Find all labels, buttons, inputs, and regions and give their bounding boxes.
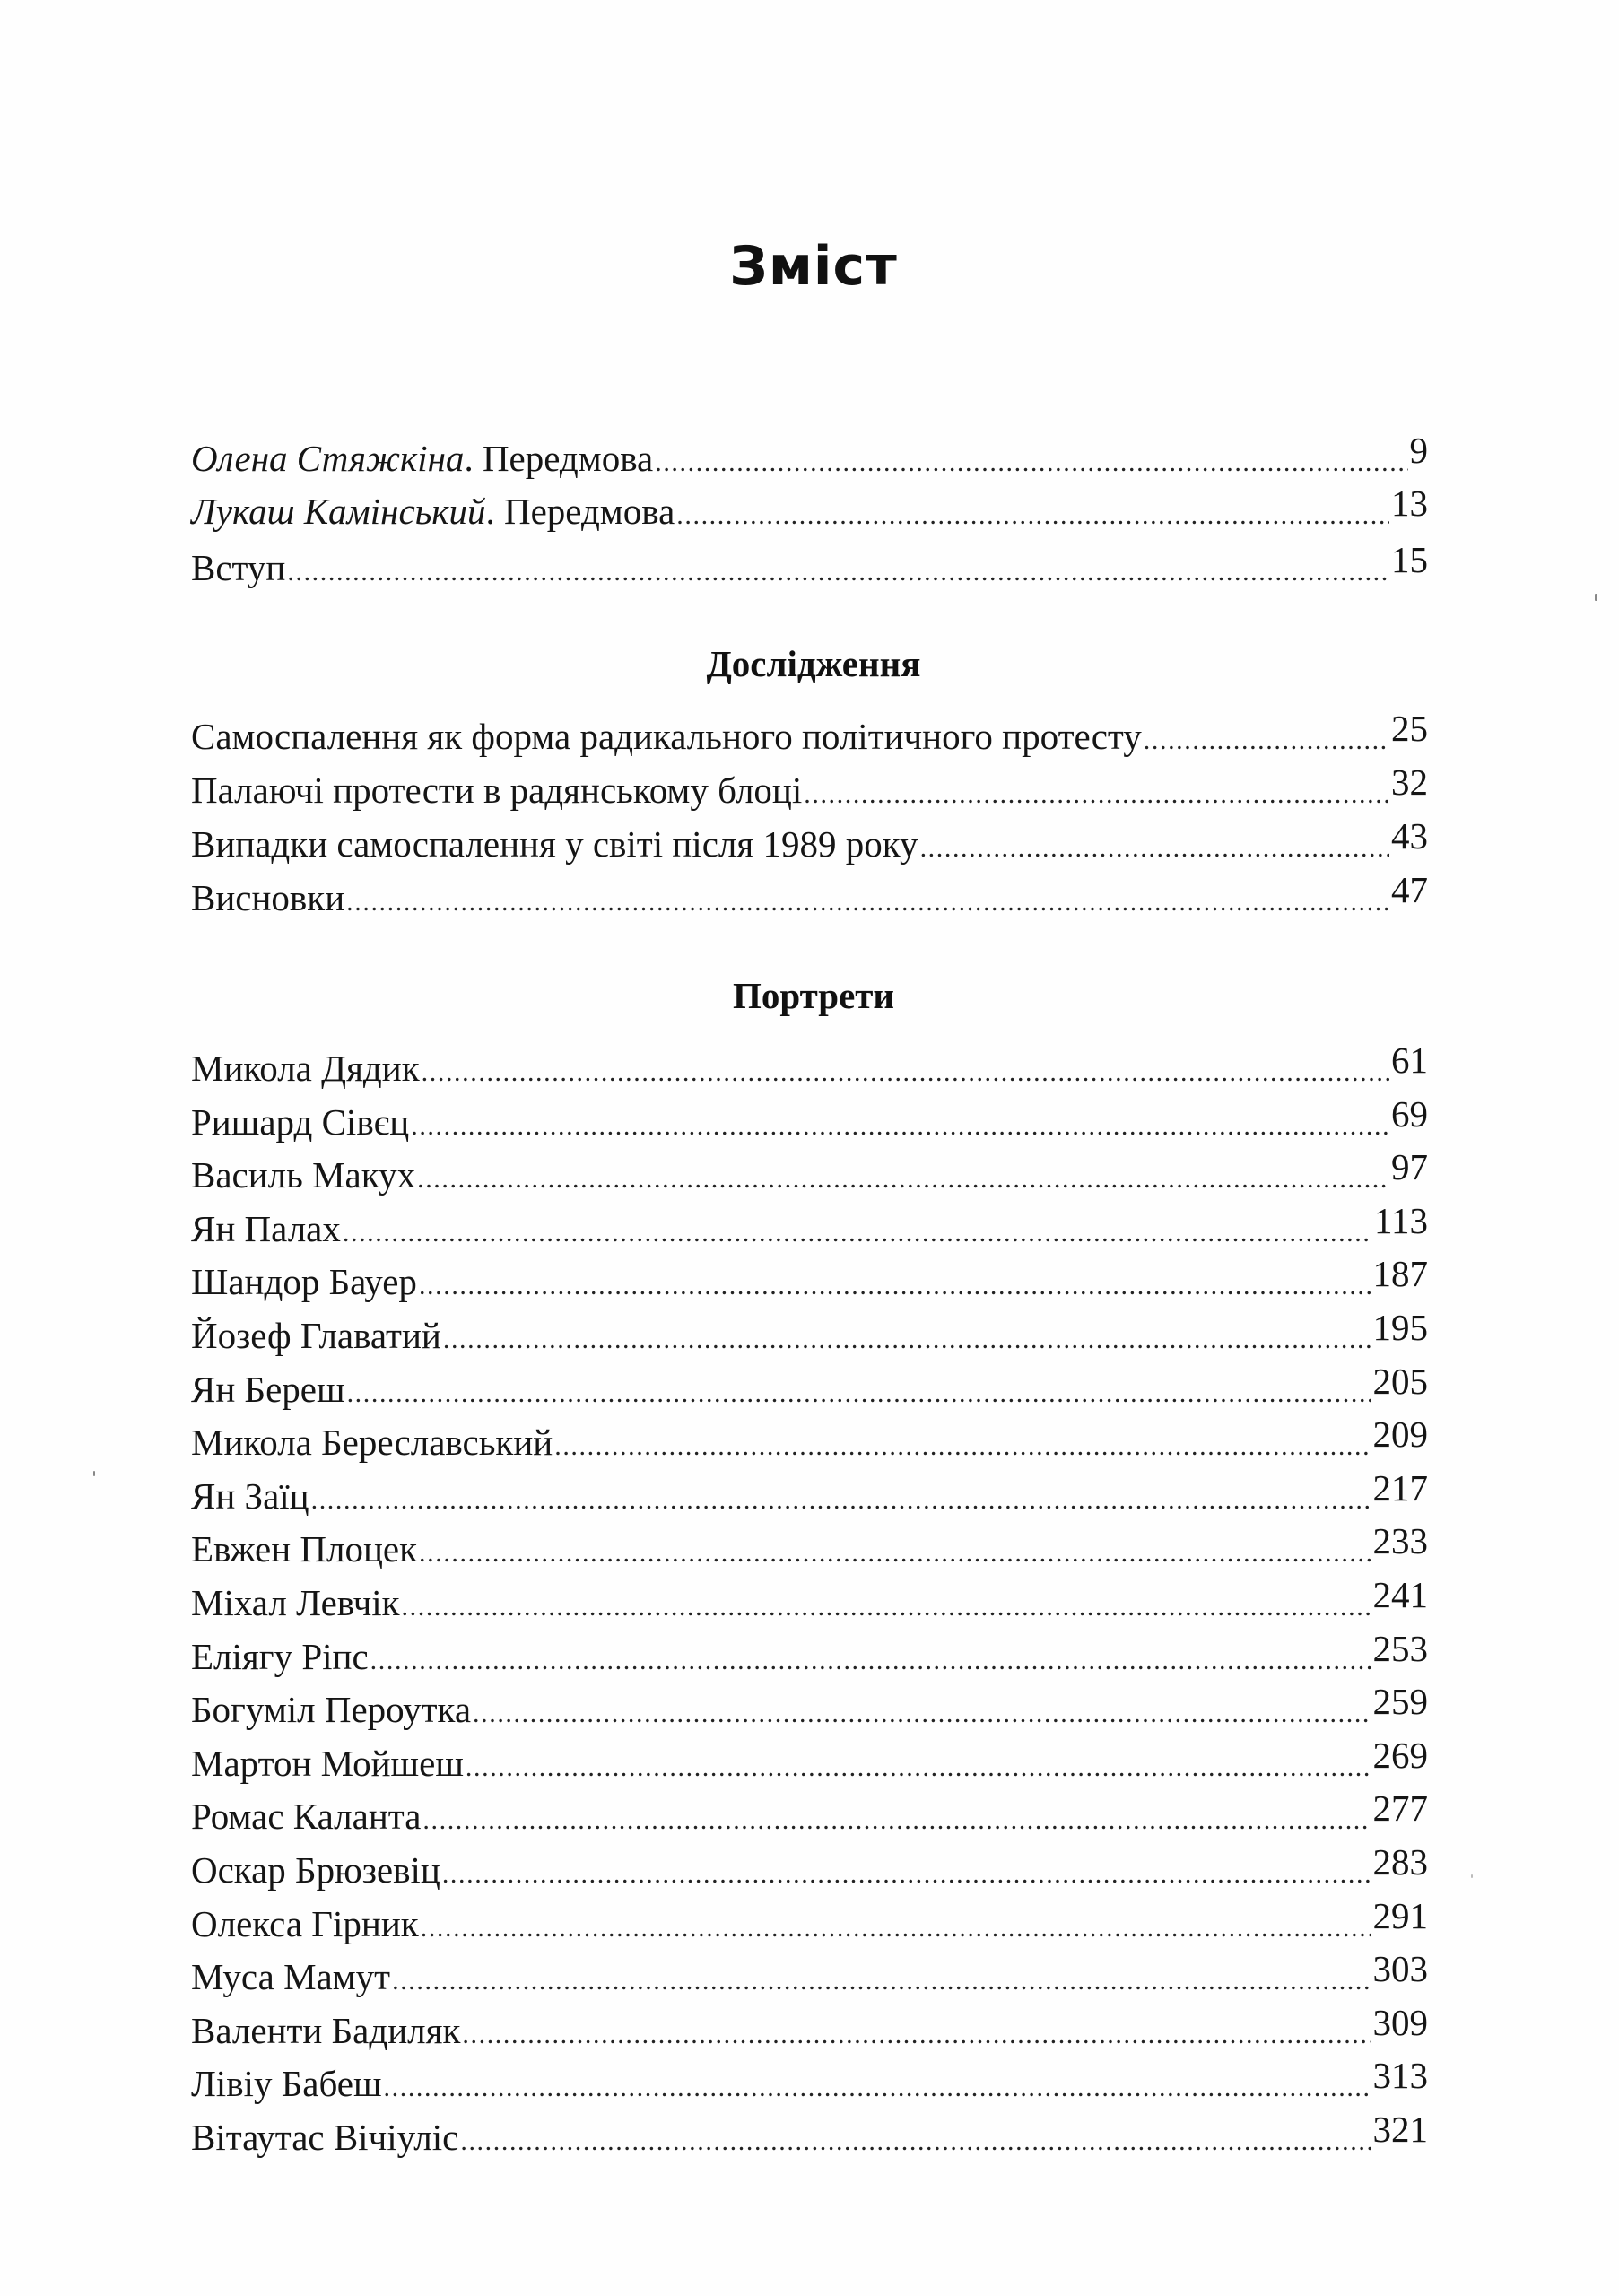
- toc-entry-label: Вітаутас Вічіуліс: [191, 2117, 459, 2158]
- dot-leader: [421, 1906, 1371, 1951]
- toc-entry-label: Евжен Плоцек: [191, 1528, 418, 1570]
- toc-entry-label: Лівіу Бабеш: [191, 2063, 382, 2105]
- dot-leader: [411, 1104, 1389, 1149]
- dot-leader: [554, 1424, 1371, 1469]
- toc-entry-page: 241: [1372, 1574, 1428, 1615]
- toc-entry-portrait[interactable]: [191, 1627, 1428, 1679]
- toc-entry-label: Микола Дядик: [191, 1048, 420, 1089]
- toc-entry-label: Шандор Бауер: [191, 1261, 417, 1303]
- toc-entry-page: 253: [1372, 1627, 1428, 1669]
- toc-entry-page: 13: [1391, 483, 1428, 524]
- dot-leader: [384, 2066, 1371, 2110]
- dot-leader: [347, 1371, 1371, 1416]
- dot-leader: [676, 493, 1389, 538]
- toc-entry-label: Ришард Сівєц: [191, 1100, 410, 1143]
- section-heading-portraits: Портрети: [732, 975, 895, 1016]
- toc-entry-page: 313: [1372, 2055, 1428, 2097]
- dot-leader: [311, 1478, 1371, 1523]
- toc-entry-portrait[interactable]: [191, 1092, 1428, 1144]
- toc-entry-page: 47: [1391, 869, 1428, 910]
- dot-leader: [473, 1692, 1371, 1736]
- scan-speck: [93, 1471, 95, 1476]
- toc-entry-page: 9: [1409, 430, 1428, 471]
- toc-entry-label: Еліягу Ріпс: [191, 1635, 369, 1677]
- toc-entry-portrait[interactable]: [191, 1039, 1428, 1091]
- dot-leader: [443, 1318, 1371, 1362]
- toc-entry-page: 97: [1391, 1146, 1428, 1188]
- toc-entry-label: Палаючі протести в радянському блоці: [191, 770, 803, 811]
- toc-entry-label: Ян Береш: [191, 1368, 345, 1410]
- toc-entry-page: 113: [1374, 1199, 1428, 1241]
- toc-entry-page: 303: [1372, 1948, 1428, 1990]
- toc-entry-label: . Передмова: [485, 491, 675, 532]
- toc-entry-portrait[interactable]: [191, 1413, 1428, 1465]
- dot-leader: [422, 1798, 1371, 1843]
- dot-leader: [417, 1157, 1389, 1202]
- toc-entry-foreword-stiazhkina[interactable]: [191, 430, 1428, 481]
- toc-entry-introduction[interactable]: [191, 539, 1428, 590]
- dot-leader: [422, 1050, 1389, 1095]
- toc-entry-page: 205: [1372, 1360, 1428, 1402]
- toc-entry-page: 309: [1372, 2001, 1428, 2043]
- dot-leader: [442, 1852, 1371, 1897]
- toc-entry-label: Міхал Левчік: [191, 1582, 400, 1623]
- toc-entry-label: Валенти Бадиляк: [191, 2009, 461, 2051]
- toc-entry-label: Йозеф Главатий: [191, 1315, 441, 1356]
- toc-entry-research[interactable]: [191, 815, 1428, 866]
- scan-speck: [1595, 594, 1597, 601]
- toc-entry-portrait[interactable]: [191, 1253, 1428, 1304]
- toc-entry-page: 283: [1372, 1841, 1428, 1883]
- toc-entry-author: Олена Стяжкіна: [191, 438, 465, 479]
- toc-entry-research[interactable]: [191, 761, 1428, 813]
- toc-entry-page: 291: [1372, 1894, 1428, 1936]
- toc-entry-page: 43: [1391, 815, 1428, 857]
- toc-entry-label: Ян Заїц: [191, 1474, 309, 1517]
- dot-leader: [466, 1745, 1371, 1790]
- toc-entry-page: 61: [1391, 1039, 1428, 1081]
- toc-entry-portrait[interactable]: [191, 1146, 1428, 1197]
- toc-entry-research[interactable]: [191, 869, 1428, 920]
- dot-leader: [287, 550, 1389, 595]
- toc-entry-portrait[interactable]: [191, 1841, 1428, 1892]
- toc-entry-label: Випадки самоспалення у світі після 1989 року: [191, 823, 918, 865]
- toc-entry-page: 233: [1372, 1520, 1428, 1562]
- toc-entry-page: 321: [1372, 2109, 1428, 2150]
- dot-leader: [462, 2013, 1371, 2057]
- dot-leader: [402, 1585, 1371, 1630]
- toc-entry-page: 195: [1372, 1307, 1428, 1348]
- toc-entry-label: Муса Мамут: [191, 1956, 391, 1998]
- toc-entry-portrait[interactable]: [191, 2055, 1428, 2106]
- dot-leader: [343, 1211, 1372, 1256]
- section-heading-research: Дослідження: [706, 643, 921, 684]
- toc-entry-page: 269: [1372, 1734, 1428, 1776]
- dot-leader: [392, 1959, 1371, 2004]
- toc-entry-label: Ян Палах: [191, 1207, 341, 1249]
- toc-entry-portrait[interactable]: [191, 1574, 1428, 1625]
- dot-leader: [370, 1639, 1371, 1683]
- page-title: Зміст: [729, 235, 898, 298]
- toc-entry-portrait[interactable]: [191, 2109, 1428, 2160]
- toc-entry-label: Вступ: [191, 547, 286, 588]
- toc-entry-label: Висновки: [191, 877, 345, 918]
- toc-entry-page: 69: [1391, 1092, 1428, 1135]
- toc-entry-label: Василь Макух: [191, 1154, 416, 1196]
- toc-entry-portrait[interactable]: [191, 1681, 1428, 1732]
- dot-leader: [460, 2119, 1371, 2164]
- toc-entry-research[interactable]: [191, 708, 1428, 759]
- dot-leader: [1144, 718, 1389, 763]
- toc-entry-page: 217: [1372, 1466, 1428, 1509]
- dot-leader: [920, 826, 1389, 871]
- toc-entry-label: Олекса Гірник: [191, 1902, 419, 1944]
- toc-entry-page: 32: [1391, 761, 1428, 803]
- toc-entry-portrait[interactable]: [191, 1894, 1428, 1946]
- toc-entry-author: Лукаш Камінський: [191, 491, 486, 532]
- toc-entry-page: 259: [1372, 1681, 1428, 1723]
- toc-entry-portrait[interactable]: [191, 1466, 1428, 1518]
- toc-entry-label: Мартон Мойшеш: [191, 1742, 464, 1784]
- toc-entry-portrait[interactable]: [191, 1307, 1428, 1358]
- scan-speck: [1471, 1874, 1473, 1878]
- toc-entry-label: Микола Береславський: [191, 1422, 553, 1464]
- toc-entry-page: 277: [1372, 1787, 1428, 1830]
- toc-entry-label: Богуміл Пероутка: [191, 1689, 472, 1731]
- toc-entry-page: 25: [1391, 708, 1428, 749]
- toc-entry-page: 187: [1372, 1253, 1428, 1295]
- dot-leader: [346, 880, 1389, 925]
- toc-entry-page: 209: [1372, 1413, 1428, 1456]
- toc-entry-label: . Передмова: [464, 438, 654, 479]
- toc-entry-portrait[interactable]: [191, 2001, 1428, 2053]
- dot-leader: [419, 1264, 1371, 1309]
- toc-entry-foreword-kaminskyi[interactable]: [191, 483, 1428, 534]
- dot-leader: [419, 1531, 1371, 1576]
- dot-leader: [804, 772, 1389, 817]
- toc-entry-page: 15: [1391, 539, 1428, 580]
- toc-entry-label: Самоспалення як форма радикального політичного протесту: [191, 716, 1142, 757]
- toc-entry-label: Оскар Брюзевіц: [191, 1849, 440, 1891]
- toc-entry-portrait[interactable]: [191, 1734, 1428, 1786]
- toc-entry-portrait[interactable]: [191, 1787, 1428, 1839]
- toc-entry-portrait[interactable]: [191, 1520, 1428, 1571]
- toc-entry-label: Ромас Каланта: [191, 1796, 422, 1838]
- toc-entry-portrait[interactable]: [191, 1948, 1428, 1999]
- toc-entry-portrait[interactable]: [191, 1360, 1428, 1412]
- toc-entry-portrait[interactable]: [191, 1199, 1428, 1251]
- dot-leader: [655, 440, 1407, 485]
